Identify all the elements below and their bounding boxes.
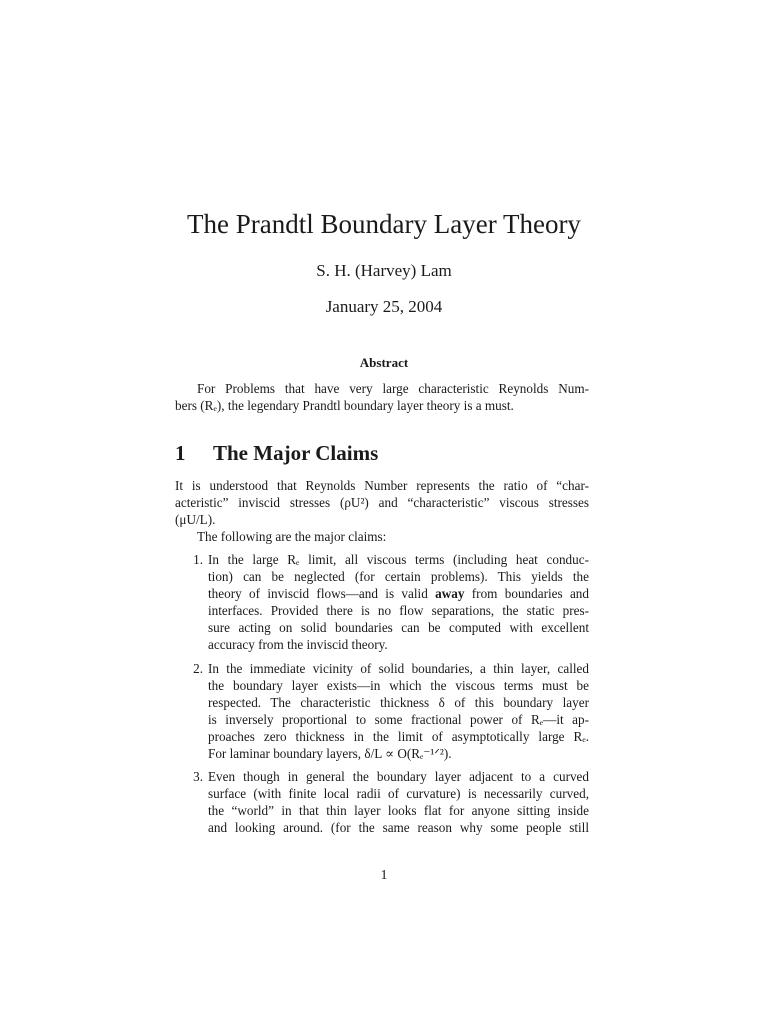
paper-title: The Prandtl Boundary Layer Theory <box>187 209 581 239</box>
abstract-line: For Problems that have very large characteristic Reynolds Num- <box>197 381 589 396</box>
claim-line: interfaces. Provided there is no flow separations, the static pres- <box>208 603 589 618</box>
page-number: 1 <box>380 868 388 883</box>
section-heading <box>175 439 378 467</box>
list-marker: 3. <box>193 769 203 784</box>
claim-line: the boundary layer exists—in which the viscous terms must be <box>208 678 589 693</box>
claim-line: For laminar boundary layers, δ/L ∝ O(Rₑ⁻¹ᐟ²). <box>208 746 452 761</box>
claim-line: In the immediate vicinity of solid boundaries, a thin layer, called <box>208 661 589 676</box>
claim-line: is inversely proportional to some fractional power of Rₑ—it ap- <box>208 712 589 727</box>
section-title: The Major Claims <box>213 441 379 465</box>
list-marker: 1. <box>193 552 203 567</box>
claim-line: sure acting on solid boundaries can be computed with excellent <box>208 620 589 635</box>
abstract-line: bers (Rₑ), the legendary Prandtl boundary layer theory is a must. <box>175 398 514 413</box>
claim-line: accuracy from the inviscid theory. <box>208 637 388 652</box>
claim-line: tion) can be neglected (for certain problems). This yields the <box>208 569 589 584</box>
claim-line: proaches zero thickness in the limit of asymptotically large Rₑ. <box>208 729 589 744</box>
claim-line: theory of inviscid flows—and is valid away from boundaries and <box>208 586 589 601</box>
claim-line: Even though in general the boundary layer adjacent to a curved <box>208 769 589 784</box>
abstract-heading: Abstract <box>359 355 409 370</box>
intro-line: (μU/L). <box>175 512 216 527</box>
following-line: The following are the major claims: <box>197 529 387 544</box>
claim-line: In the large Rₑ limit, all viscous terms (including heat conduc- <box>208 552 589 567</box>
section-number: 1 <box>175 441 186 465</box>
list-marker: 2. <box>193 661 203 676</box>
claim-line: the “world” in that thin layer looks flat for anyone sitting inside <box>208 803 589 818</box>
publication-date: January 25, 2004 <box>325 297 443 316</box>
claim-line: surface (with finite local radii of curvature) is necessarily curved, <box>208 786 589 801</box>
claim-line: respected. The characteristic thickness δ of this boundary layer <box>208 695 589 710</box>
claim-line: and looking around. (for the same reason why some people still <box>208 820 589 835</box>
intro-line: It is understood that Reynolds Number represents the ratio of “char- <box>175 478 589 493</box>
author-name: S. H. (Harvey) Lam <box>316 261 452 280</box>
intro-line: acteristic” inviscid stresses (ρU²) and “characteristic” viscous stresses <box>175 495 589 510</box>
